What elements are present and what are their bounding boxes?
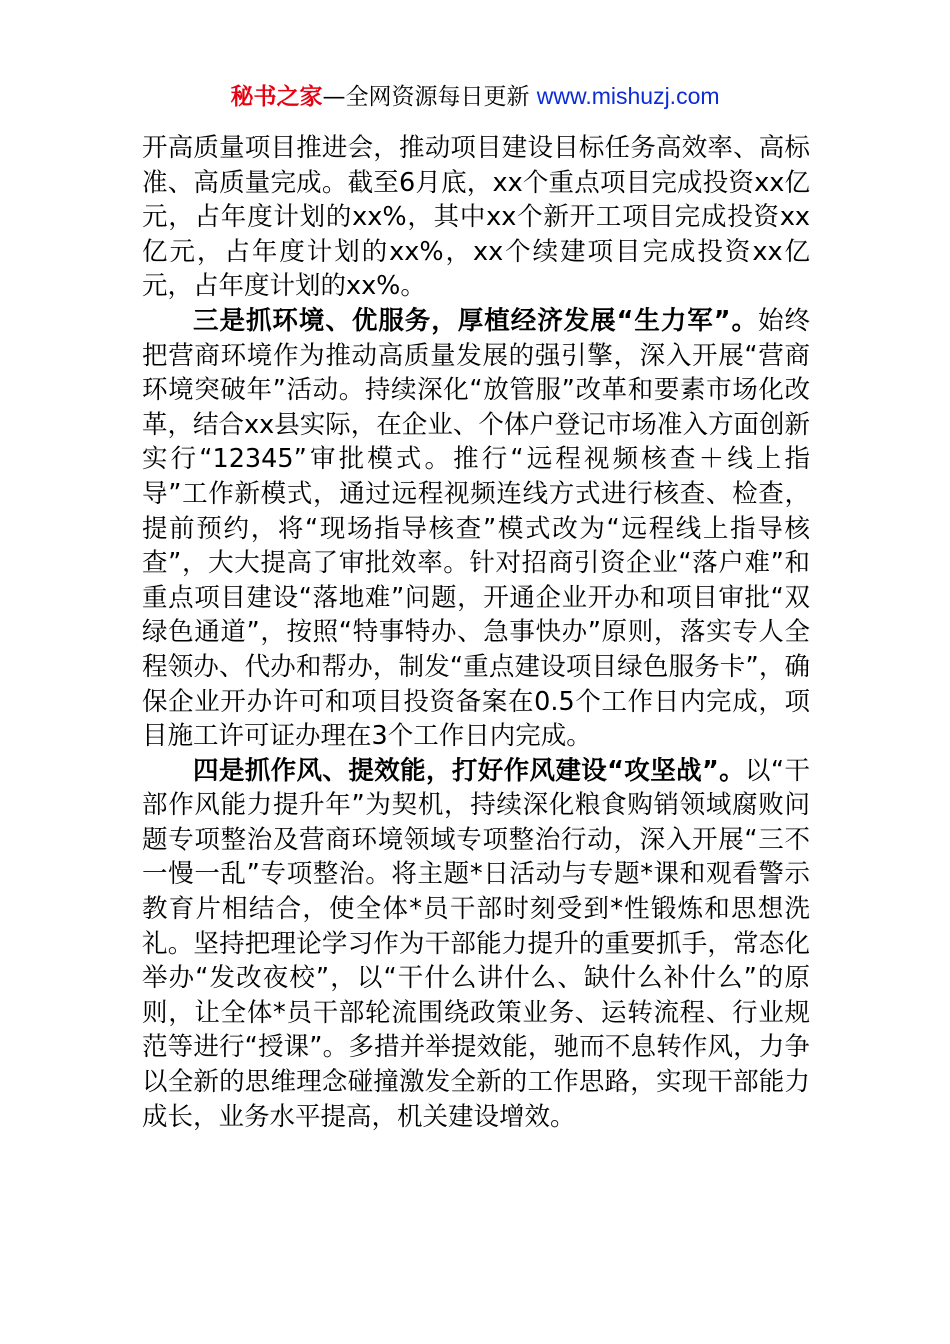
paragraph-2-lead: 三是抓环境、优服务，厚植经济发展“生力军”。: [193, 305, 758, 336]
paragraph-3-lead: 四是抓作风、提效能，打好作风建设“攻坚战”。: [193, 755, 745, 786]
paragraph-2: [142, 304, 810, 754]
page-header: [0, 78, 950, 115]
site-url-link[interactable]: www.mishuzj.com: [536, 83, 720, 109]
paragraph-1-text: 开高质量项目推进会，推动项目建设目标任务高效率、高标准、高质量完成。截至6月底，xx个重点项目完成投资xx亿元，占年度计划的xx%，其中xx个新开工项目完成投资xx亿元，占年度计划的xx%，xx个续建项目完成投资xx亿元，占年度计划的xx%。: [142, 133, 810, 302]
paragraph-2-text: 始终把营商环境作为推动高质量发展的强引擎，深入开展“营商环境突破年”活动。持续深化“放管服”改革和要素市场化改革，结合xx县实际，在企业、个体户登记市场准入方面创新实行“12345”审批模式。推行“远程视频核查＋线上指导”工作新模式，通过远程视频连线方式进行核查、检查，提前预约，将“现场指导核查”模式改为“远程线上指导核查”，大大提高了审批效率。针对招商引资企业“落户难”和重点项目建设“落地难”问题，开通企业开办和项目审批“双绿色通道”，按照“特事特办、急事快办”原则，落实专人全程领办、代办和帮办，制发“重点建设项目绿色服务卡”，确保企业开办许可和项目投资备案在0.5个工作日内完成，项目施工许可证办理在3个工作日内完成。: [142, 305, 810, 752]
header-tagline: —全网资源每日更新: [322, 84, 537, 110]
document-body: [142, 131, 810, 1134]
paragraph-3: [142, 754, 810, 1135]
paragraph-1: [142, 131, 810, 304]
paragraph-3-text: 以“干部作风能力提升年”为契机，持续深化粮食购销领域腐败问题专项整治及营商环境领域专项整治行动，深入开展“三不一慢一乱”专项整治。将主题*日活动与专题*课和观看警示教育片相结合，使全体*员干部时刻受到*性锻炼和思想洗礼。坚持把理论学习作为干部能力提升的重要抓手，常态化举办“发改夜校”，以“干什么讲什么、缺什么补什么”的原则，让全体*员干部轮流围绕政策业务、运转流程、行业规范等进行“授课”。多措并举提效能，驰而不息转作风，力争以全新的思维理念碰撞激发全新的工作思路，实现干部能力成长，业务水平提高，机关建设增效。: [142, 755, 810, 1132]
brand-name: 秘书之家: [230, 84, 323, 110]
